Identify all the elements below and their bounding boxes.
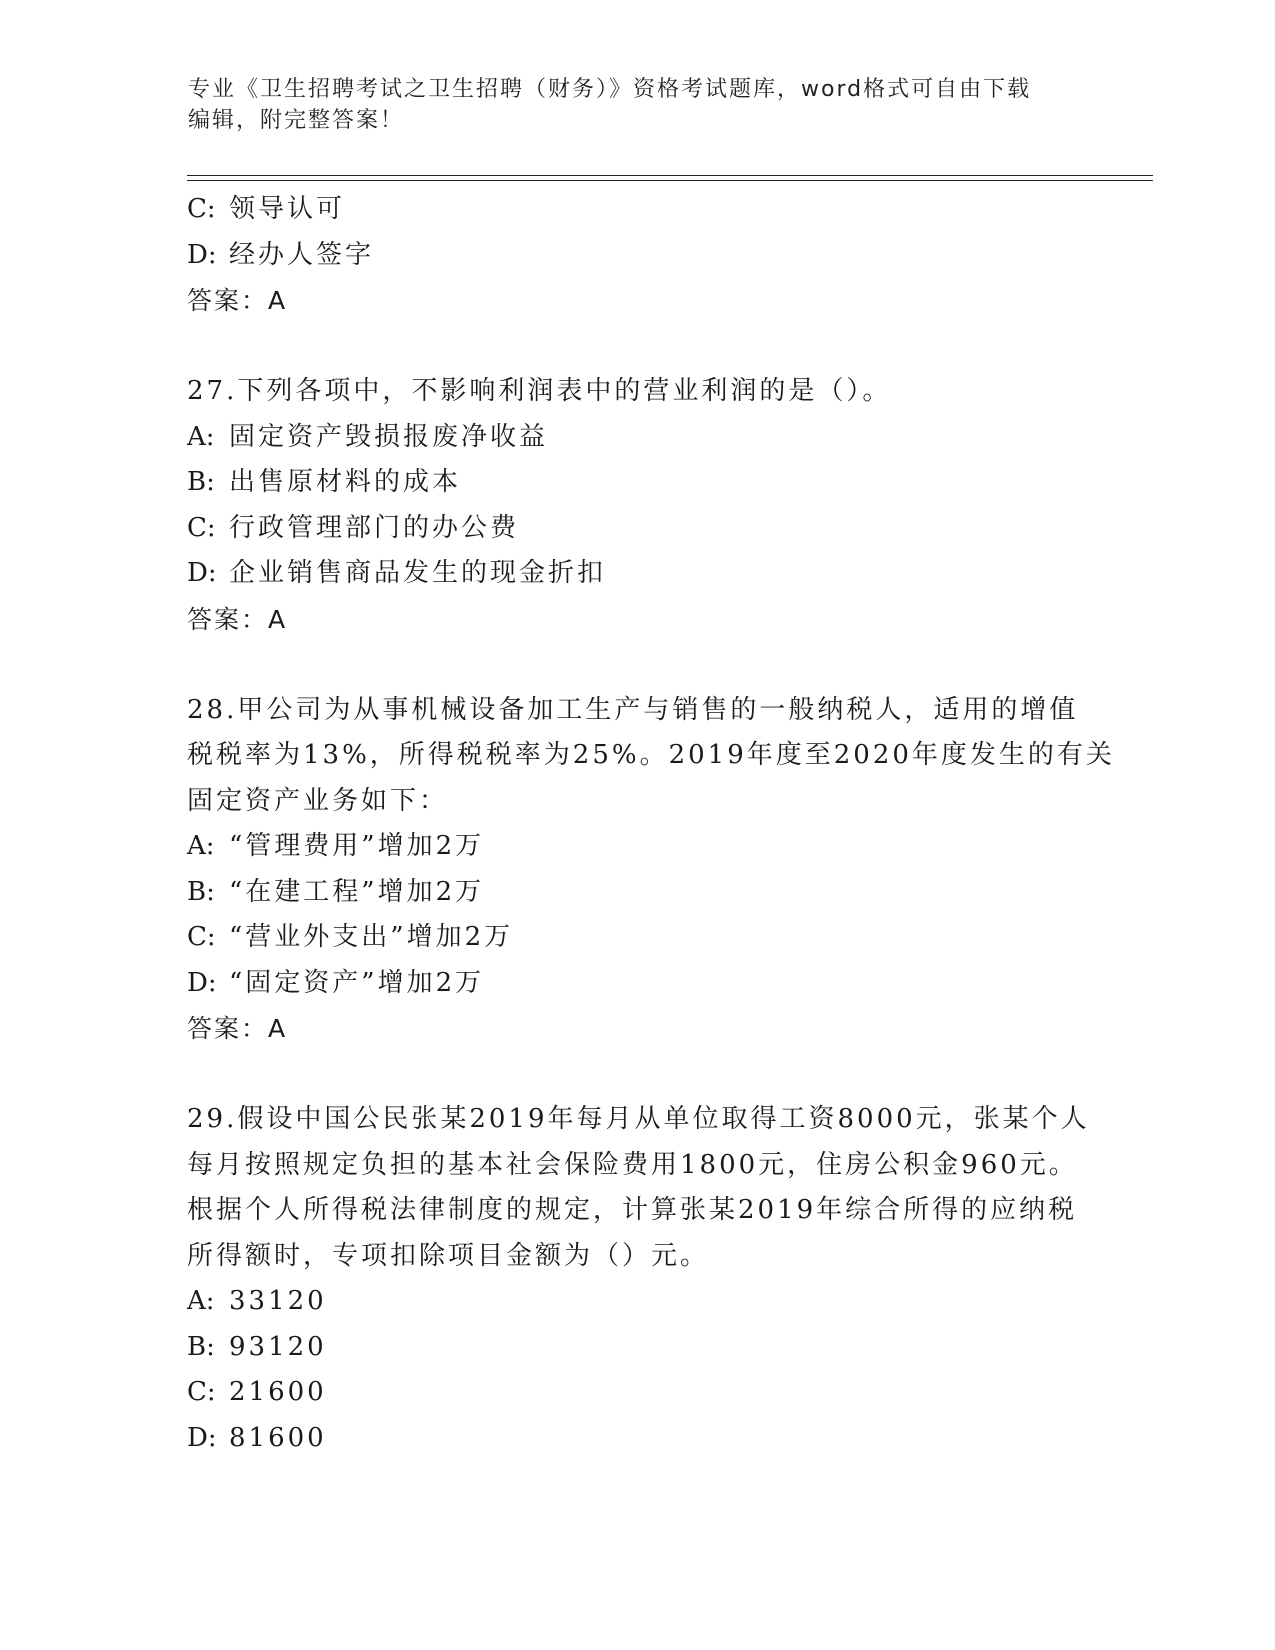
option-text: 经办人签字 [229, 239, 375, 270]
option-letter: A: [187, 421, 215, 452]
question-list [187, 187, 1115, 1461]
answer-line: 答案：A [187, 604, 288, 634]
option-c [187, 1370, 1087, 1416]
option-text: 21600 [229, 1377, 327, 1407]
question-27 [187, 369, 1087, 642]
answer-line: 答案：A [187, 286, 288, 315]
header-title-line-2: 编辑，附完整答案！ [188, 108, 405, 133]
option-letter: B: [187, 876, 215, 907]
option-a [187, 415, 1087, 461]
spacer [187, 324, 1087, 370]
question-29 [187, 1097, 1090, 1461]
spacer [187, 1052, 1087, 1098]
option-d [187, 1416, 1087, 1462]
question-stem-line: 所得额时，专项扣除项目金额为（）元。 [187, 1240, 710, 1271]
header-divider-top [187, 175, 1153, 176]
option-letter: D: [187, 967, 217, 998]
option-text: 出售原材料的成本 [229, 467, 462, 497]
option-text: “在建工程”增加2万 [229, 876, 485, 907]
option-text: 行政管理部门的办公费 [229, 512, 520, 543]
option-letter: A: [187, 1286, 215, 1316]
option-letter: B: [187, 467, 215, 497]
option-letter: C: [187, 922, 216, 952]
question-stem-line: 29.假设中国公民张某2019年每月从单位取得工资8000元，张某个人 [187, 1104, 1090, 1134]
option-b [187, 460, 1087, 506]
question-stem-line: 每月按照规定负担的基本社会保险费用1800元，住房公积金960元。 [187, 1149, 1078, 1180]
answer-line: 答案：A [187, 1014, 288, 1043]
question-stem-line: 固定资产业务如下： [187, 785, 449, 816]
option-letter: C: [187, 194, 216, 224]
document-header [188, 74, 1068, 136]
option-letter: D: [187, 239, 217, 270]
option-text: 领导认可 [229, 194, 346, 224]
option-b [187, 870, 1087, 916]
option-text: 企业销售商品发生的现金折扣 [229, 558, 607, 588]
option-d [187, 233, 1087, 279]
option-d [187, 961, 1087, 1007]
question-stem-line: 28.甲公司为从事机械设备加工生产与销售的一般纳税人，适用的增值 [187, 694, 1079, 725]
option-letter: B: [187, 1331, 215, 1362]
option-text: “营业外支出”增加2万 [229, 922, 514, 952]
option-text: 93120 [229, 1331, 327, 1362]
question-stem-line: 根据个人所得税法律制度的规定，计算张某2019年综合所得的应纳税 [187, 1195, 1078, 1225]
spacer [187, 642, 1087, 688]
header-divider-bottom [187, 180, 1153, 181]
header-title-line-1: 专业《卫生招聘考试之卫生招聘（财务）》资格考试题库，word格式可自由下载 [188, 77, 1032, 102]
option-letter: C: [187, 1377, 216, 1407]
option-text: “固定资产”增加2万 [229, 967, 485, 998]
option-text: 33120 [229, 1286, 327, 1316]
option-text: “管理费用”增加2万 [229, 831, 485, 861]
option-a [187, 824, 1087, 870]
question-28 [187, 688, 1115, 1052]
option-c [187, 506, 1087, 552]
option-text: 81600 [229, 1422, 327, 1453]
option-d [187, 551, 1087, 597]
option-text: 固定资产毁损报废净收益 [229, 421, 549, 452]
option-letter: D: [187, 558, 217, 588]
option-letter: D: [187, 1422, 217, 1453]
option-b [187, 1325, 1087, 1371]
option-a [187, 1279, 1087, 1325]
option-c [187, 187, 1087, 233]
option-letter: A: [187, 831, 215, 861]
option-letter: C: [187, 512, 216, 543]
question-stem-line: 27.下列各项中，不影响利润表中的营业利润的是（）。 [187, 376, 892, 406]
option-c [187, 915, 1087, 961]
question-26-continued [187, 187, 1087, 324]
question-stem-line: 税税率为13%，所得税税率为25%。2019年度至2020年度发生的有关 [187, 740, 1115, 770]
